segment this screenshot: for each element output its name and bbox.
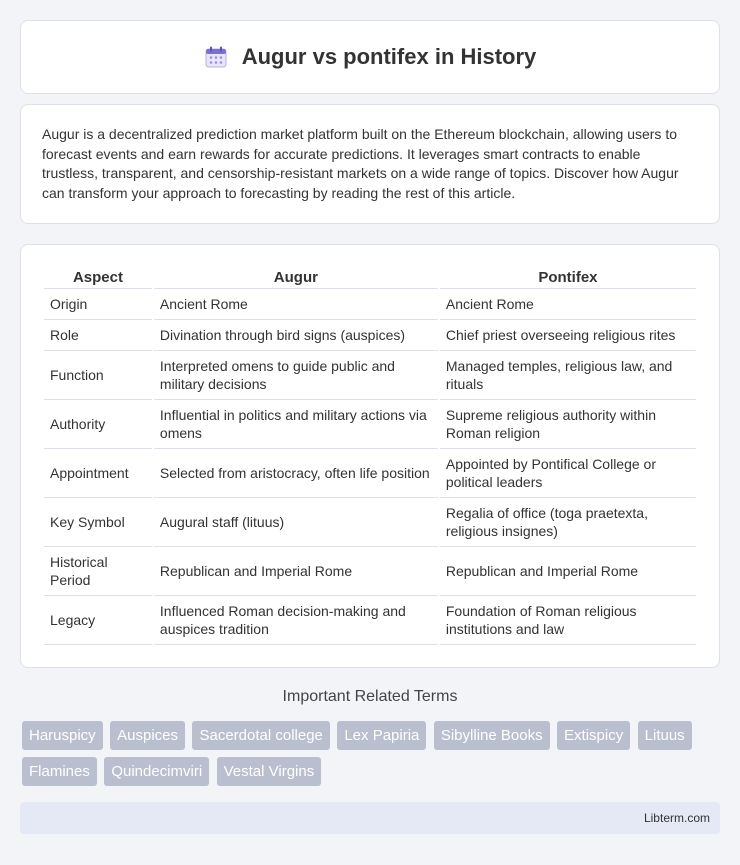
term-tag-extispicy[interactable]: Extispicy bbox=[557, 721, 630, 750]
term-tag-flamines[interactable]: Flamines bbox=[22, 757, 97, 786]
table-cell: Key Symbol bbox=[44, 498, 152, 547]
table-cell: Augural staff (lituus) bbox=[154, 498, 438, 547]
table-cell: Chief priest overseeing religious rites bbox=[440, 320, 696, 351]
comparison-table bbox=[42, 265, 698, 645]
intro-text: Augur is a decentralized prediction market platform built on the Ethereum blockchain, allowing users to forecast events and earn rewards for accurate predictions. It leverages smart contracts to enable trustless, transparent, and censorship-resistant markets on a wide range of topics. Discover how Augur can transform your approach to forecasting by reading the rest of this article. bbox=[42, 126, 679, 201]
table-cell: Appointment bbox=[44, 449, 152, 498]
header-card bbox=[20, 20, 720, 94]
header-augur: Augur bbox=[154, 265, 438, 289]
table-row bbox=[44, 449, 696, 498]
term-tag-sibylline-books[interactable]: Sibylline Books bbox=[434, 721, 550, 750]
footer-site-link[interactable]: Libterm.com bbox=[643, 811, 710, 825]
term-tag-lituus[interactable]: Lituus bbox=[638, 721, 692, 750]
table-cell: Republican and Imperial Rome bbox=[154, 547, 438, 596]
table-cell: Role bbox=[44, 320, 152, 351]
header-aspect: Aspect bbox=[44, 265, 152, 289]
page-title: Augur vs pontifex in History bbox=[241, 44, 537, 69]
table-cell: Influential in politics and military actions via omens bbox=[154, 400, 438, 449]
table-cell: Managed temples, religious law, and rituals bbox=[440, 351, 696, 400]
table-cell: Regalia of office (toga praetexta, religious insignes) bbox=[440, 498, 696, 547]
table-cell: Origin bbox=[44, 289, 152, 320]
footer bbox=[20, 802, 720, 834]
table-row bbox=[44, 320, 696, 351]
table-cell: Foundation of Roman religious institutions and law bbox=[440, 596, 696, 645]
header-pontifex: Pontifex bbox=[440, 265, 696, 289]
table-cell: Republican and Imperial Rome bbox=[440, 547, 696, 596]
table-row bbox=[44, 289, 696, 320]
table-cell: Divination through bird signs (auspices) bbox=[154, 320, 438, 351]
table-cell: Authority bbox=[44, 400, 152, 449]
term-tag-sacerdotal-college[interactable]: Sacerdotal college bbox=[192, 721, 329, 750]
term-tag-haruspicy[interactable]: Haruspicy bbox=[22, 721, 103, 750]
term-tag-lex-papiria[interactable]: Lex Papiria bbox=[337, 721, 426, 750]
intro-card bbox=[20, 104, 720, 224]
table-header-row bbox=[44, 265, 696, 289]
calendar-icon bbox=[204, 45, 228, 69]
comparison-card bbox=[20, 244, 720, 668]
term-tag-quindecimviri[interactable]: Quindecimviri bbox=[104, 757, 209, 786]
term-tag-vestal-virgins[interactable]: Vestal Virgins bbox=[217, 757, 322, 786]
table-cell: Appointed by Pontifical College or political leaders bbox=[440, 449, 696, 498]
table-cell: Selected from aristocracy, often life position bbox=[154, 449, 438, 498]
table-row bbox=[44, 400, 696, 449]
term-tag-auspices[interactable]: Auspices bbox=[110, 721, 185, 750]
table-cell: Function bbox=[44, 351, 152, 400]
table-cell: Influenced Roman decision-making and auspices tradition bbox=[154, 596, 438, 645]
table-row bbox=[44, 547, 696, 596]
related-terms-list bbox=[22, 721, 722, 793]
table-cell: Interpreted omens to guide public and military decisions bbox=[154, 351, 438, 400]
table-cell: Ancient Rome bbox=[440, 289, 696, 320]
table-cell: Ancient Rome bbox=[154, 289, 438, 320]
table-row bbox=[44, 351, 696, 400]
table-cell: Legacy bbox=[44, 596, 152, 645]
table-cell: Historical Period bbox=[44, 547, 152, 596]
table-cell: Supreme religious authority within Roman religion bbox=[440, 400, 696, 449]
table-row bbox=[44, 498, 696, 547]
table-row bbox=[44, 596, 696, 645]
related-terms-title: Important Related Terms bbox=[282, 688, 458, 705]
